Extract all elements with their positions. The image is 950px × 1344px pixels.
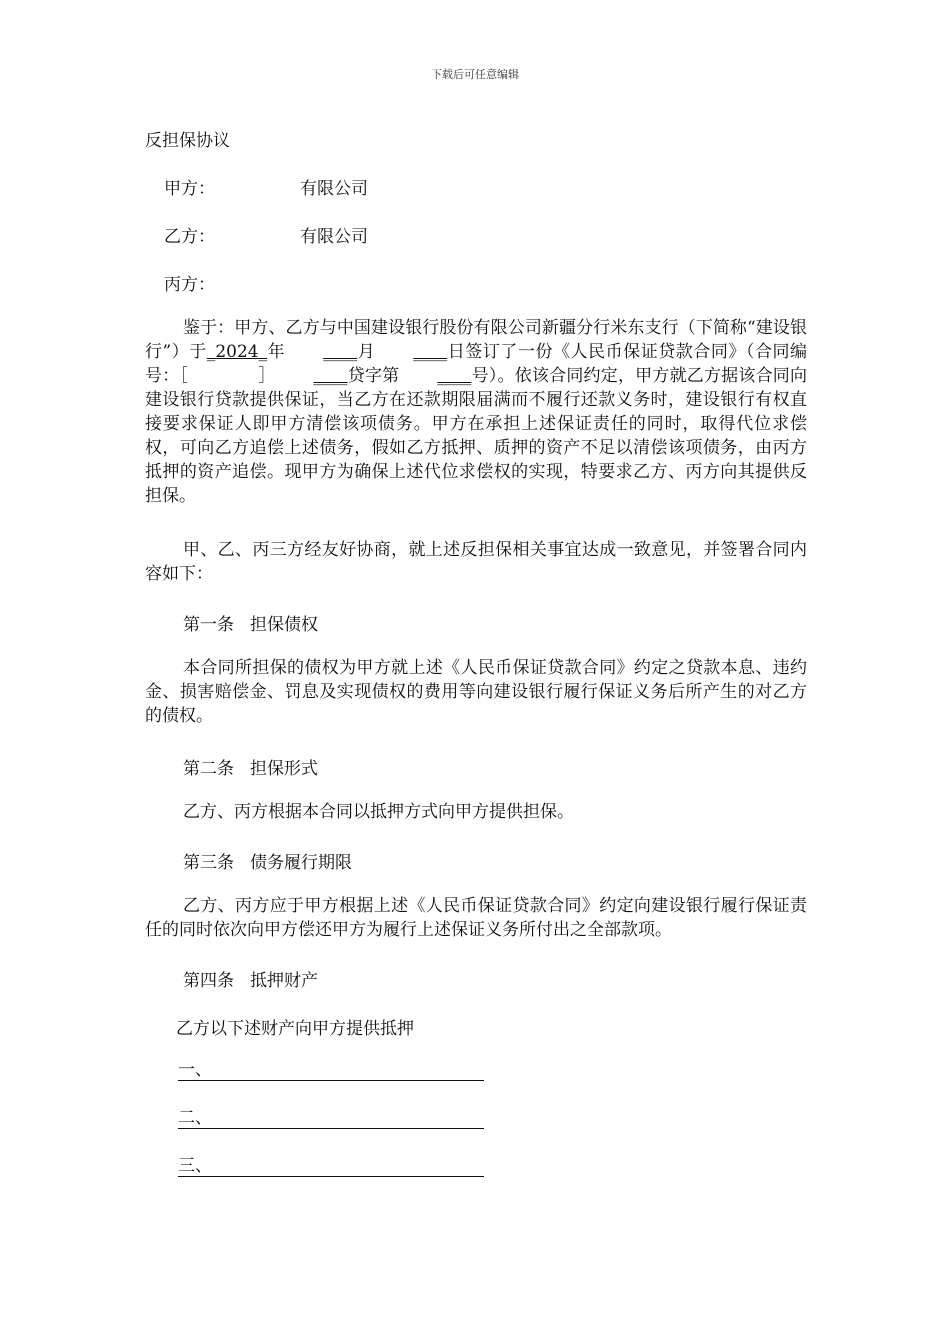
article-2-title: 担保形式 [250, 759, 318, 779]
article-4-title: 抵押财产 [250, 971, 318, 991]
header-note: 下载后可任意编辑 [431, 68, 519, 81]
recital-text-7: 号）。依该合同约定，甲方就乙方据该合同向建设银行贷款提供保证，当乙方在还款期限届满而不履行还款义务时，建设银行有权直接要求保证人即甲方清偿该项债务。甲方在承担上述保证责任的同时，取得代位求偿权，可向乙方追偿上述债务，假如乙方抵押、质押的资产不足以清偿该项债务，由丙方抵押的资产追偿。现甲方为确保上述代位求偿权的实现，特要求乙方、丙方向其提供反担保。 [145, 366, 808, 506]
article-1-body: 本合同所担保的债权为甲方就上述《人民币保证贷款合同》约定之贷款本息、违约金、损害赔偿金、罚息及实现债权的费用等向建设银行履行保证义务后所产生的对乙方的债权。 [145, 658, 807, 726]
article-1-title: 担保债权 [250, 615, 318, 635]
party-b [164, 222, 368, 247]
article-3-heading [183, 848, 352, 873]
article-4-heading [183, 966, 318, 991]
article-3-number: 第三条 [183, 853, 234, 873]
party-c [164, 270, 300, 295]
loan-number-blank: ____ [437, 366, 472, 386]
article-3-title: 债务履行期限 [250, 853, 352, 873]
agreement-paragraph: 甲、乙、丙三方经友好协商，就上述反担保相关事宜达成一致意见，并签署合同内容如下： [145, 540, 807, 584]
recital-text-1: 鉴于：甲方、乙方与中国建设银行股份有限公司新疆分行米东支行（下简称“建设银行”）于 [145, 318, 807, 362]
party-b-label: 乙方： [164, 227, 215, 247]
month-blank: ​____ [323, 342, 358, 362]
party-a-label: 甲方： [164, 179, 215, 199]
article-3-body: 乙方、丙方应于甲方根据上述《人民币保证贷款合同》约定向建设银行履行保证责任的同时依次向甲方偿还甲方为履行上述保证义务所付出之全部款项。 [145, 896, 807, 940]
recital-text-2: 年 [267, 342, 286, 362]
party-c-label: 丙方： [164, 275, 215, 295]
article-4-body: 乙方以下述财产向甲方提供抵押 [176, 1019, 414, 1039]
recital-paragraph [145, 316, 807, 508]
party-a-value: 有限公司 [300, 179, 368, 199]
contract-year: _2024_ [206, 342, 268, 362]
article-2-body: 乙方、丙方根据本合同以抵押方式向甲方提供担保。 [183, 802, 574, 822]
recital-text-4: 日签订了一份《人民币保证贷款合同》（合同编号：［ [145, 342, 808, 386]
collateral-item-1: 一、 [178, 1060, 484, 1081]
document-title: 反担保协议 [145, 131, 230, 151]
day-blank: ____ [413, 342, 448, 362]
article-1-heading [183, 610, 318, 635]
party-b-value: 有限公司 [300, 227, 368, 247]
article-2-heading [183, 754, 318, 779]
recital-text-5: ］ [258, 366, 276, 386]
article-1-number: 第一条 [183, 615, 234, 635]
collateral-item-3: 三、 [178, 1156, 484, 1177]
party-a [164, 174, 368, 199]
article-2-number: 第二条 [183, 759, 234, 779]
collateral-item-2: 二、 [178, 1108, 484, 1129]
article-4-number: 第四条 [183, 971, 234, 991]
loan-prefix-blank: ____ [313, 366, 348, 386]
recital-text-6: 贷字第 [347, 366, 400, 386]
recital-text-3: 月 [357, 342, 376, 362]
